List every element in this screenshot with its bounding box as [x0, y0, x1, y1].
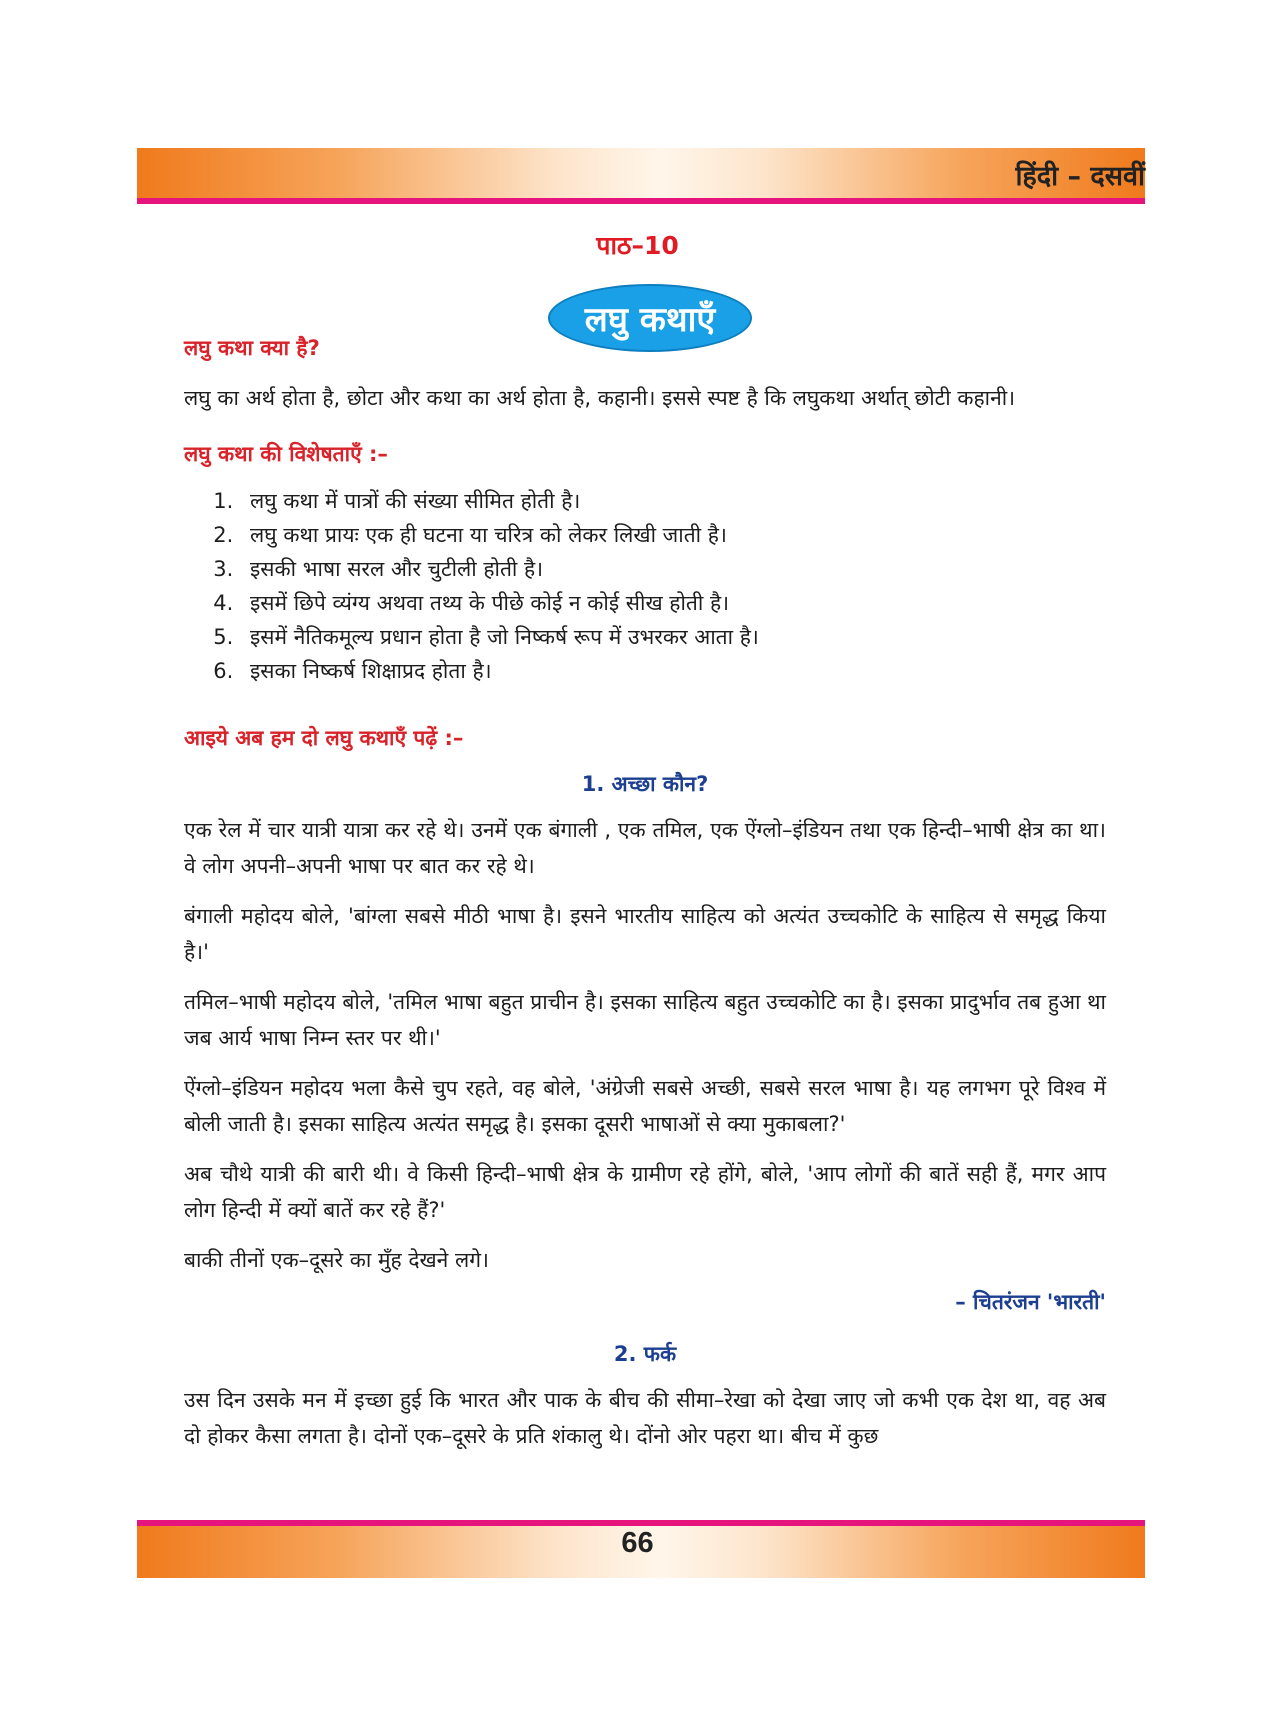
list-item: 5. इसमें नैतिकमूल्य प्रधान होता है जो निष्कर्ष रूप में उभरकर आता है।: [240, 620, 1106, 654]
lesson-title: लघु कथाएँ: [584, 300, 716, 340]
list-item: 1. लघु कथा में पात्रों की संख्या सीमित होती है।: [240, 484, 1106, 518]
story-paragraph: ऐंग्लो–इंडियन महोदय भला कैसे चुप रहते, वह बोले, 'अंग्रेजी सबसे अच्छी, सबसे सरल भाषा है। यह लगभग पूरे विश्व में बोली जाती है। इसका साहित्य अत्यंत समृद्ध है। इसका दूसरी भाषाओं से क्या मुकाबला?': [184, 1076, 1106, 1136]
header-band: [137, 148, 1145, 198]
list-item: 4. इसमें छिपे व्यंग्य अथवा तथ्य के पीछे कोई न कोई सीख होती है।: [240, 586, 1106, 620]
story-paragraph: एक रेल में चार यात्री यात्रा कर रहे थे। उनमें एक बंगाली , एक तमिल, एक ऐंग्लो–इंडियन तथा एक हिन्दी–भाषी क्षेत्र का था। वे लोग अपनी–अपनी भाषा पर बात कर रहे थे।: [184, 818, 1106, 878]
section-heading-read-stories: आइये अब हम दो लघु कथाएँ पढ़ें :–: [184, 726, 464, 750]
header-divider: [137, 198, 1145, 204]
story-paragraph: बंगाली महोदय बोले, 'बांग्ला सबसे मीठी भाषा है। इसने भारतीय साहित्य को अत्यंत उच्चकोटि के साहित्य से समृद्ध किया है।': [184, 904, 1106, 964]
section-heading-what-is: लघु कथा क्या है?: [184, 336, 320, 360]
page-content: [184, 334, 1106, 1454]
story-paragraph: अब चौथे यात्री की बारी थी। वे किसी हिन्दी–भाषी क्षेत्र के ग्रामीण रहे होंगे, बोले, 'आप लोगों की बातें सही हैं, मगर आप लोग हिन्दी में क्यों बातें कर रहे हैं?': [184, 1162, 1106, 1222]
story-paragraph: तमिल–भाषी महोदय बोले, 'तमिल भाषा बहुत प्राचीन है। इसका साहित्य बहुत उच्चकोटि का है। इसका प्रादुर्भाव तब हुआ था जब आर्य भाषा निम्न स्तर पर थी।': [184, 990, 1106, 1050]
definition-paragraph: लघु का अर्थ होता है, छोटा और कथा का अर्थ होता है, कहानी। इससे स्पष्ट है कि लघुकथा अर्थात् छोटी कहानी।: [184, 386, 1016, 410]
features-list: [184, 484, 1106, 688]
list-item: 6. इसका निष्कर्ष शिक्षाप्रद होता है।: [240, 654, 1106, 688]
story-2-title: 2. फर्क: [613, 1342, 677, 1366]
page-number: 66: [621, 1527, 654, 1559]
lesson-number: पाठ–10: [596, 231, 679, 260]
story-paragraph: बाकी तीनों एक–दूसरे का मुँह देखने लगे।: [184, 1248, 490, 1272]
section-heading-features: लघु कथा की विशेषताएँ :–: [184, 442, 388, 466]
story-author: – चितरंजन 'भारती': [955, 1290, 1106, 1314]
story-1-title: 1. अच्छा कौन?: [581, 772, 709, 796]
book-title: हिंदी – दसवीं: [1015, 161, 1145, 192]
list-item: 3. इसकी भाषा सरल और चुटीली होती है।: [240, 552, 1106, 586]
story-paragraph: उस दिन उसके मन में इच्छा हुई कि भारत और पाक के बीच की सीमा–रेखा को देखा जाए जो कभी एक देश था, वह अब दो होकर कैसा लगता है। दोनों एक–दूसरे के प्रति शंकालु थे। दोंनो ओर पहरा था। बीच में कुछ: [184, 1388, 1106, 1448]
list-item: 2. लघु कथा प्रायः एक ही घटना या चरित्र को लेकर लिखी जाती है।: [240, 518, 1106, 552]
